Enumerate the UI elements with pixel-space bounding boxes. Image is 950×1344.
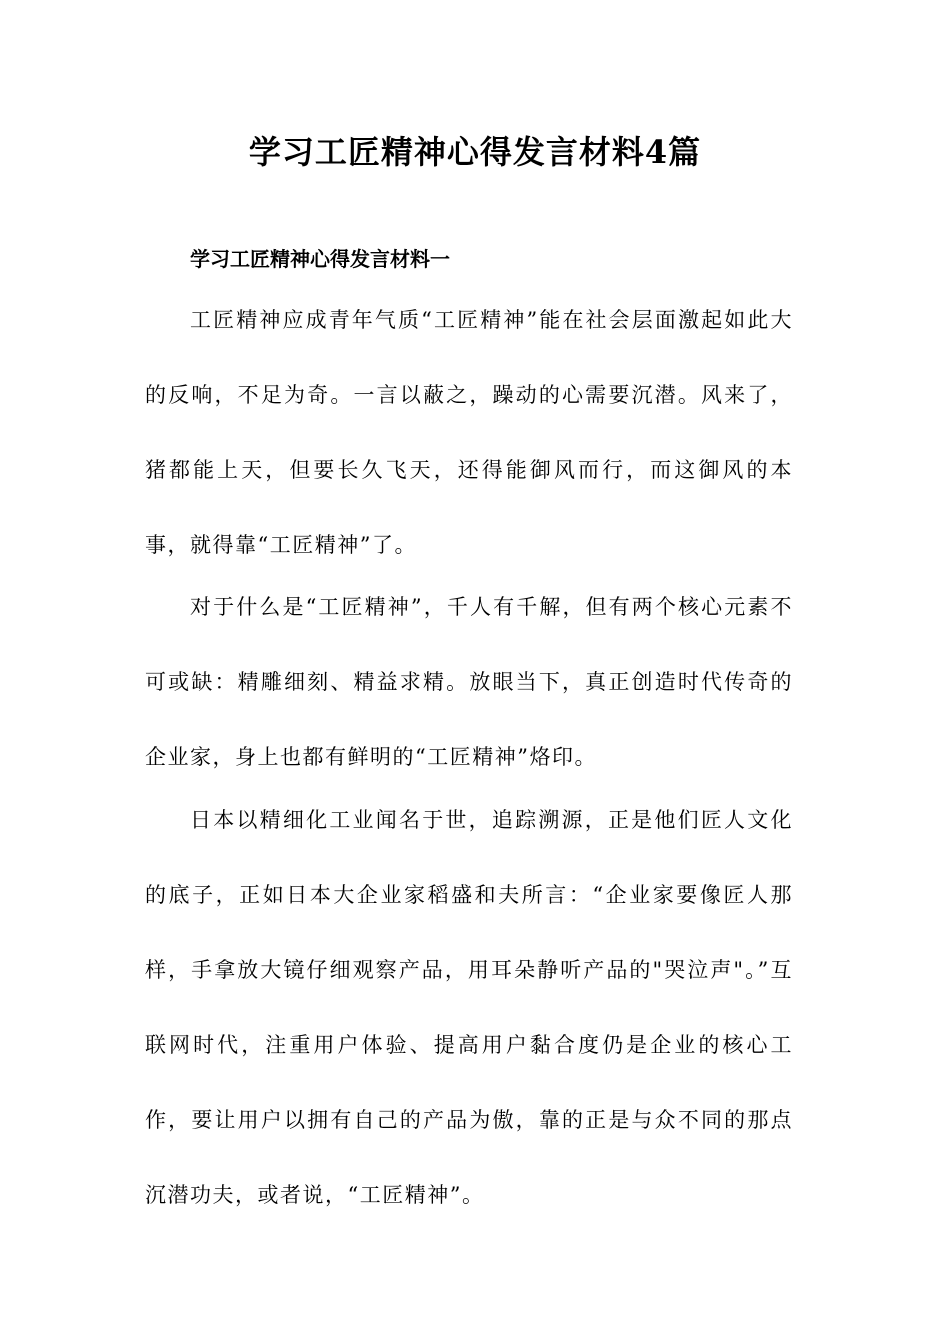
paragraph-3: 日本以精细化工业闻名于世，追踪溯源，正是他们匠人文化的底子，正如日本大企业家稻盛和夫所言：“企业家要像匠人那样，手拿放大镜仔细观察产品，用耳朵静听产品的"哭泣声"。”互联网时代，注重用户体验、提高用户黏合度仍是企业的核心工作，要让用户以拥有自己的产品为傲，靠的正是与众不同的那点沉潜功夫，或者说，“工匠精神”。 — [145, 808, 793, 1207]
section-heading: 学习工匠精神心得发言材料一 — [190, 247, 450, 271]
document-title: 学习工匠精神心得发言材料4篇 — [248, 133, 702, 171]
paragraph-2: 对于什么是“工匠精神”，千人有千解，但有两个核心元素不可或缺：精雕细刻、精益求精。放眼当下，真正创造时代传奇的企业家，身上也都有鲜明的“工匠精神”烙印。 — [145, 595, 793, 769]
paragraph-1: 工匠精神应成青年气质“工匠精神”能在社会层面激起如此大的反响，不足为奇。一言以蔽之，躁动的心需要沉潜。风来了，猪都能上天，但要长久飞天，还得能御风而行，而这御风的本事，就得靠“工匠精神”了。 — [145, 308, 793, 557]
